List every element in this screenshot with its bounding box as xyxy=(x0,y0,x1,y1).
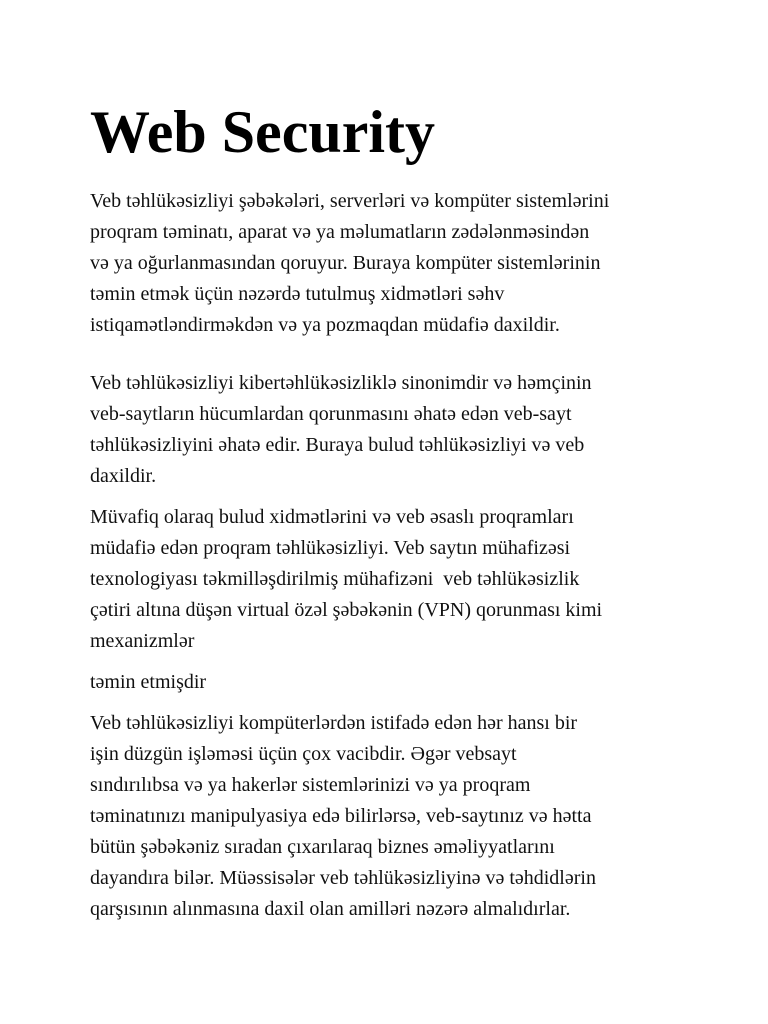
document-body xyxy=(90,98,690,925)
paragraph-intro: Veb təhlükəsizliyi şəbəkələri, serverləri və kompüter sistemlərini proqram təminatı, aparat və ya məlumatların zədələnməsindən və ya oğurlanmasından qoruyur. Buraya kompüter sistemlərinin təmin etmək üçün nəzərdə tutulmuş xidmətləri səhv istiqamətləndirməkdən və ya pozmaqdan müdafiə daxildir. xyxy=(90,190,610,336)
paragraph-continuation: təmin etmişdir xyxy=(90,671,207,693)
paragraph-importance: Veb təhlükəsizliyi kompüterlərdən istifadə edən hər hansı bir işin düzgün işləməsi üçün çox vacibdir. Əgər vebsayt sındırılıbsa və ya hakerlər sistemlərinizi və ya proqram təminatınızı manipulyasiya edə bilirlərsə, veb-saytınız və hətta bütün şəbəkəniz sıradan çıxarılaraq biznes əməliyyatlarını dayandıra bilər. Müəssisələr veb təhlükəsizliyinə və təhdidlərin qarşısının alınmasına daxil olan amilləri nəzərə almalıdırlar. xyxy=(90,712,596,920)
paragraph-cybersecurity: Veb təhlükəsizliyi kibertəhlükəsizliklə sinonimdir və həmçinin veb-saytların hücumlardan qorunmasını əhatə edən veb-sayt təhlükəsizliyini əhatə edir. Buraya bulud təhlükəsizliyi və veb daxildir. xyxy=(90,372,592,487)
document-title: Web Security xyxy=(90,99,435,165)
paragraph-application-security: Müvafiq olaraq bulud xidmətlərini və veb əsaslı proqramları müdafiə edən proqram təhlükəsizliyi. Veb saytın mühafizəsi texnologiyası təkmilləşdirilmiş mühafizəni veb təhlükəsizlik çətiri altına düşən virtual özəl şəbəkənin (VPN) qorunması kimi mexanizmlər xyxy=(90,506,603,652)
